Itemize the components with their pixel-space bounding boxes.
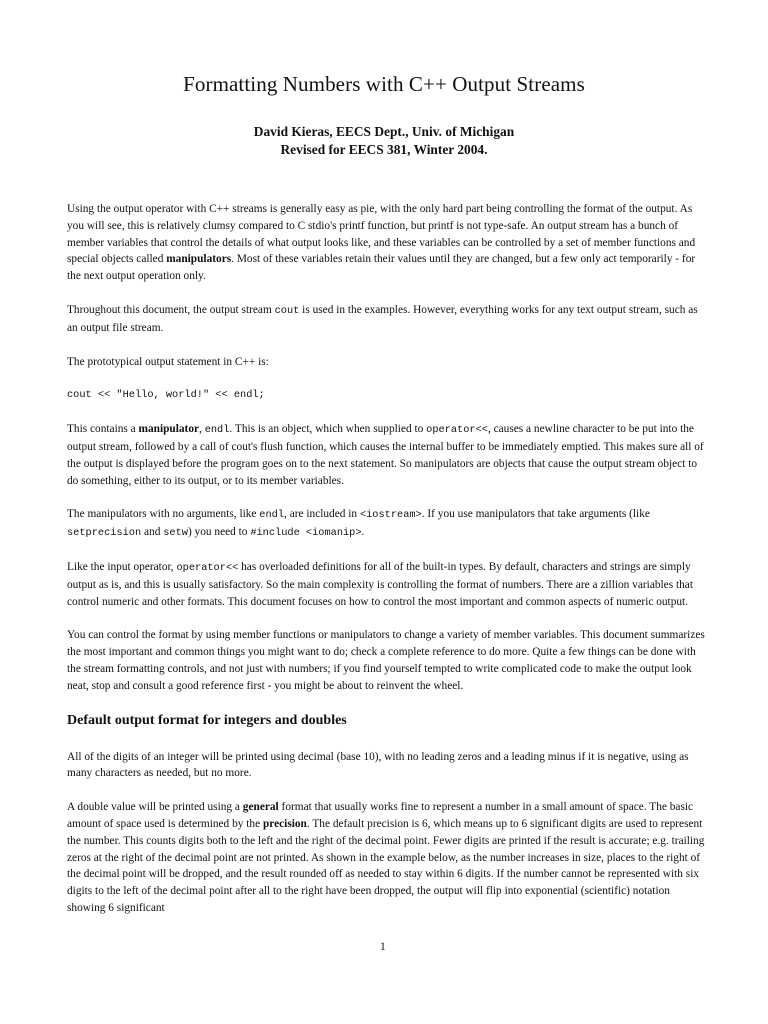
paragraph-prototype: The prototypical output statement in C++ is: [67, 355, 269, 368]
text: Using the output operator with C++ streams is generally easy as pie, with the only hard part being controlling the format of the output. As you will see, this is relatively clumsy compared to C stdio's printf function, but printf is not type-safe. An output stream has a bunch of member variables that control the details of what output looks like, and these variables can be controlled by a set of member functions and special objects called [67, 203, 696, 266]
text: . The default precision is 6, which means up to 6 significant digits are used to represent the number. This counts digits both to the left and the right of the decimal point. Fewer digits are printed if the result is accurate; e.g. trailing zeros at the right of the decimal point are not printed. As shown in the example below, as the number increases in size, places to the right of the decimal point will be dropped, and the result rounded off as needed to stay within 6 digits. If the number cannot be represented with six digits to the left of the decimal point after all to the right have been dropped, the output will flip into exponential (scientific) notation showing 6 significant [67, 817, 705, 914]
paragraph-overloads [67, 559, 707, 610]
code-term: #include <iomanip> [250, 527, 362, 540]
paragraph-doubles [67, 799, 707, 917]
text: , causes a newline character to be put into the output stream, followed by a call of cout's flush function, which causes the internal buffer to be immediately emptied. This makes sure all of the output is displayed before the program goes on to the next statement. So manipulators are objects that cause the output stream object to do something, either to its output, or to its member variables. [67, 423, 704, 487]
text: . This is an object, which when supplied to [229, 423, 427, 436]
text: , [199, 423, 205, 436]
bold-term: precision [262, 817, 307, 830]
text: The manipulators with no arguments, like [67, 508, 260, 521]
code-term: operator<< [426, 424, 488, 437]
text: ) you need to [187, 526, 251, 539]
page-number: 1 [380, 941, 386, 953]
text: . [361, 526, 365, 539]
paragraph-intro [67, 201, 707, 285]
bold-term: manipulator [138, 423, 200, 436]
document-body [67, 201, 707, 934]
paragraph-includes [67, 506, 707, 542]
paragraph-integers: All of the digits of an integer will be printed using decimal (base 10), with no leading zeros and a leading minus if it is negative, using as many characters as needed, but no more. [67, 750, 689, 780]
text: This contains a [67, 423, 139, 436]
code-term: endl [204, 424, 230, 437]
paragraph-cout [67, 302, 707, 337]
document-title: Formatting Numbers with C++ Output Streams [183, 72, 585, 96]
text: Like the input operator, [67, 560, 177, 573]
code-term: setprecision [67, 527, 142, 540]
text: . Most of these variables retain their values until they are changed, but a few only act temporarily - for the next output operation only. [67, 253, 696, 283]
section-heading: Default output format for integers and doubles [67, 712, 347, 728]
paragraph-control: You can control the format by using member functions or manipulators to change a variety of member variables. This document summarizes the most important and common things you might want to do; check a complete reference to do more. Quite a few things can be done with the stream formatting controls, and not just with numbers; if you find yourself tempted to write complicated code to make the output look neat, stop and consult a good reference first - you might be about to reinvent the wheel. [67, 629, 705, 692]
text: Throughout this document, the output stream [67, 303, 275, 316]
bold-term: manipulators [166, 253, 232, 266]
text: , are included in [284, 508, 360, 521]
text: . If you use manipulators that take arguments (like [421, 508, 650, 521]
paragraph-manipulator [67, 421, 707, 489]
code-term: <iostream> [359, 509, 422, 522]
code-term: endl [259, 509, 285, 522]
code-term: setw [163, 527, 188, 540]
code-term: cout [274, 304, 300, 317]
author-line: David Kieras, EECS Dept., Univ. of Michigan [253, 124, 515, 139]
revision-line: Revised for EECS 381, Winter 2004. [280, 142, 488, 157]
text: and [141, 526, 164, 539]
code-term: operator<< [176, 561, 239, 574]
text: format that usually works fine to represent a number in a small amount of space. The basic amount of space used is determined by the [67, 801, 694, 830]
text: has overloaded definitions for all of the built-in types. By default, characters and strings are simply output as is, and this is usually satisfactory. So the main complexity is controlling the format of numbers. There are a zillion variables that control numeric and other formats. This document focuses on how to control the most important and common aspects of numeric output. [67, 560, 693, 608]
text: is used in the examples. However, everything works for any text output stream, such as an output file stream. [67, 303, 698, 334]
bold-term: general [242, 801, 279, 814]
text: A double value will be printed using a [67, 801, 243, 814]
code-example: cout << "Hello, world!" << endl; [67, 389, 265, 402]
